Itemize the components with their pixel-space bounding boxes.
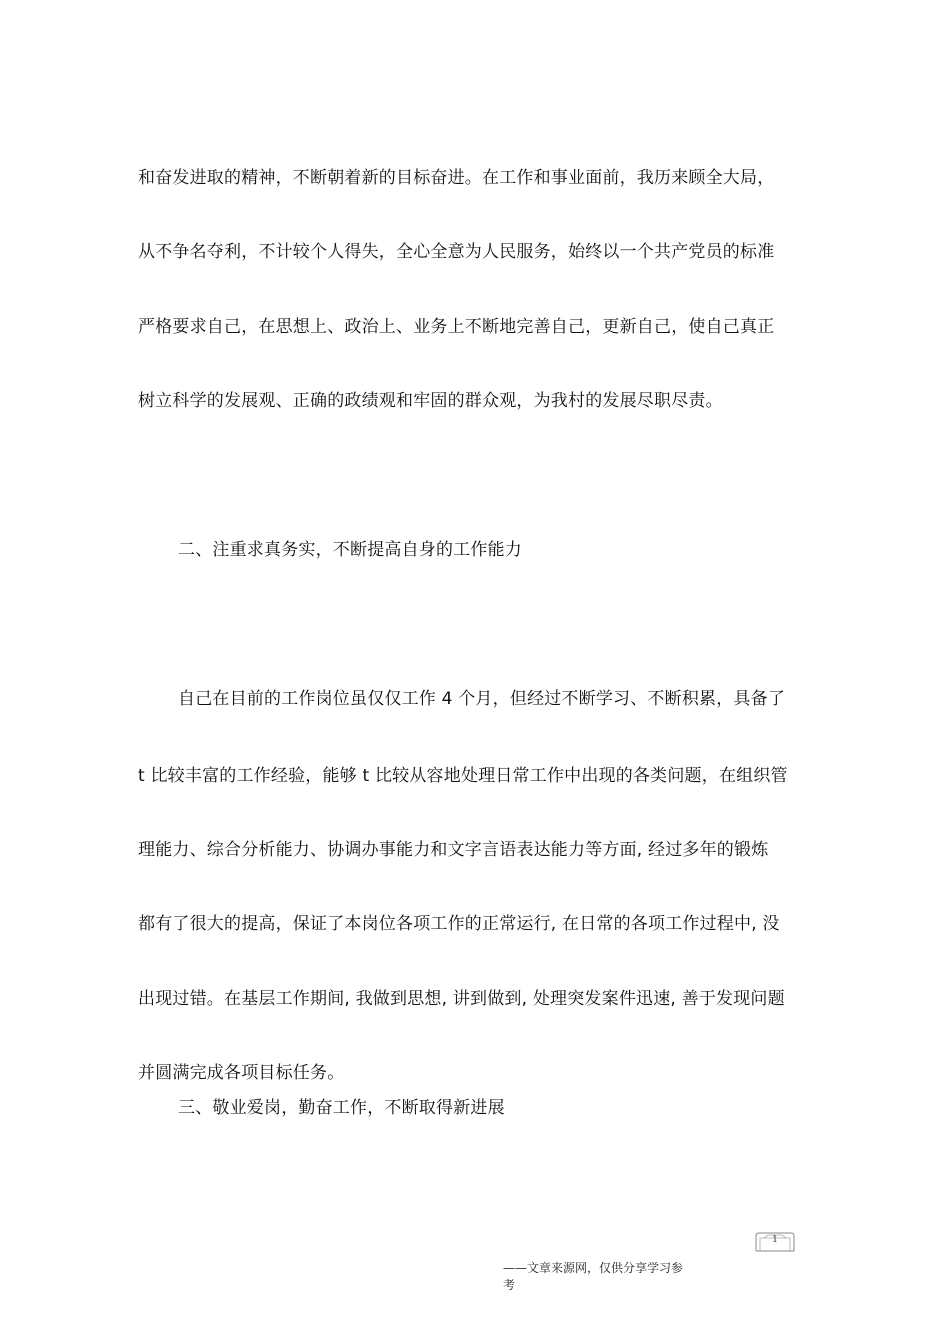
- paragraph-line: 自己在目前的工作岗位虽仅仅工作 4 个月，但经过不断学习、不断积累，具备了: [178, 689, 786, 709]
- footer-line-1: ——文章来源网，仅供分享学习参: [503, 1261, 684, 1275]
- page-number-badge: [754, 1232, 796, 1252]
- page-number: 1: [772, 1235, 778, 1245]
- footer-note: [503, 1260, 723, 1294]
- paragraph-line: 都有了很大的提高，保证了本岗位各项工作的正常运行, 在日常的各项工作过程中, 没: [138, 914, 780, 934]
- section-heading-3: 三、敬业爱岗，勤奋工作，不断取得新进展: [178, 1098, 505, 1118]
- footer-line-2: 考: [503, 1278, 516, 1292]
- paragraph-line: 树立科学的发展观、正确的政绩观和牢固的群众观，为我村的发展尽职尽责。: [138, 391, 723, 411]
- paragraph-line: 从不争名夺利，不计较个人得失，全心全意为人民服务，始终以一个共产党员的标准: [138, 242, 775, 262]
- paragraph-line: 严格要求自己，在思想上、政治上、业务上不断地完善自己，更新自己，使自己真正: [138, 317, 775, 337]
- paragraph-line: 和奋发进取的精神，不断朝着新的目标奋进。在工作和事业面前，我历来顾全大局，: [138, 168, 775, 188]
- paragraph-line: t 比较丰富的工作经验，能够 t 比较从容地处理日常工作中出现的各类问题，在组织管: [138, 766, 788, 786]
- paragraph-line: 并圆满完成各项目标任务。: [138, 1063, 345, 1083]
- paragraph-line: 理能力、综合分析能力、协调办事能力和文字言语表达能力等方面, 经过多年的锻炼: [138, 840, 769, 860]
- section-heading-2: 二、注重求真务实，不断提高自身的工作能力: [178, 540, 522, 560]
- paragraph-line: 出现过错。在基层工作期间, 我做到思想, 讲到做到, 处理突发案件迅速, 善于发现问题: [138, 989, 785, 1009]
